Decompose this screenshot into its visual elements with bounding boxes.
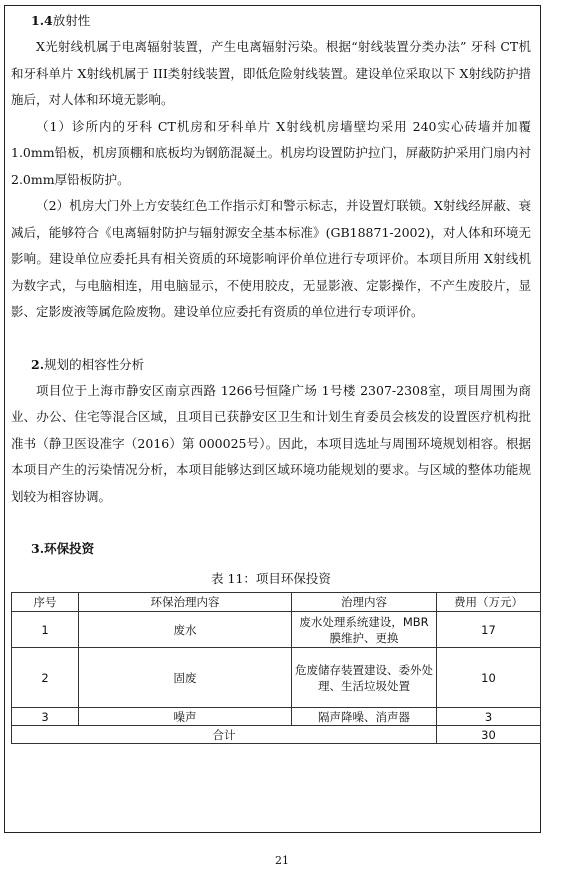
paragraph: （1）诊所内的牙科 CT机房和牙科单片 X射线机房墙壁均采用 240实心砖墙并加覆 1.0mm铅板，机房顶棚和底板均为钢筋混凝土。机房均设置防护拉门，屏蔽防护采用门扇内衬 2.0mm厚铅板防护。	[11, 118, 531, 187]
table-total-row	[12, 726, 541, 744]
section-heading-radiation	[11, 8, 531, 34]
investment-table	[11, 592, 541, 744]
cell-cost: 3	[437, 708, 541, 726]
heading-number: 1.4	[31, 13, 53, 28]
paragraph: （2）机房大门外上方安装红色工作指示灯和警示标志，并设置灯联锁。X射线经屏蔽、衰减后，能够符合《电离辐射防护与辐射源安全基本标准》(GB18871-2002)，对人体和环境无影响。建设单位应委托具有相关资质的环境影响评价单位进行专项评价。本项目所用 X射线机为数字式，与电脑相连，用电脑显示，不使用胶皮，无显影液、定影操作，不产生废胶片，显影、定影废液等属危险废物。建设单位应委托有资质的单位进行专项评价。	[11, 198, 531, 319]
document-body	[11, 8, 531, 744]
table-row	[12, 708, 541, 726]
table-row	[12, 648, 541, 708]
section-heading-planning	[11, 352, 531, 378]
page-number: 21	[275, 854, 289, 867]
header-measure: 治理内容	[292, 593, 437, 612]
page-frame	[4, 5, 541, 833]
cell-item: 固废	[79, 648, 292, 708]
cell-no: 3	[12, 708, 79, 726]
heading-number: 2.	[31, 356, 45, 372]
cell-no: 1	[12, 612, 79, 648]
cell-no: 2	[12, 648, 79, 708]
header-no: 序号	[12, 593, 79, 612]
cell-cost: 10	[437, 648, 541, 708]
cell-item: 噪声	[79, 708, 292, 726]
cell-measure: 危废储存装置建设、委外处理、生活垃圾处置	[292, 648, 437, 708]
section-heading-investment	[11, 536, 531, 562]
cell-measure: 废水处理系统建设，MBR膜维护、更换	[292, 612, 437, 648]
heading-number: 3.	[31, 541, 45, 556]
header-cost: 费用（万元）	[437, 593, 541, 612]
cell-item: 废水	[79, 612, 292, 648]
heading-text: 环保投资	[44, 541, 95, 556]
paragraph: 项目位于上海市静安区南京西路 1266号恒隆广场 1号楼 2307-2308室，项目周围为商业、办公、住宅等混合区域，且项目已获静安区卫生和计划生育委员会核发的设置医疗机构批准书（静卫医设准字（2016）第 000025号）。因此，本项目选址与周围环境规划相容。根据本项目产生的污染情况分析，本项目能够达到区域环境功能规划的要求。与区域的整体功能规划较为相容协调。	[11, 382, 531, 504]
table-caption: 表 11：项目环保投资	[211, 571, 331, 586]
spacer	[11, 510, 531, 536]
table-header-row	[12, 593, 541, 612]
paragraph: X光射线机属于电离辐射装置，产生电离辐射污染。根据“射线装置分类办法” 牙科 CT机和牙科单片 X射线机属于 III类射线装置，即低危险射线装置。建设单位采取以下 X射线防护措施后，对人体和环境无影响。	[11, 39, 531, 107]
cell-measure: 隔声降噪、消声器	[292, 708, 437, 726]
heading-text: 规划的相容性分析	[44, 356, 145, 372]
total-label: 合计	[12, 726, 437, 744]
cell-cost: 17	[437, 612, 541, 648]
table-row	[12, 612, 541, 648]
heading-text: 放射性	[52, 13, 91, 28]
header-item: 环保治理内容	[79, 593, 292, 612]
spacer	[11, 326, 531, 352]
total-value: 30	[437, 726, 541, 744]
